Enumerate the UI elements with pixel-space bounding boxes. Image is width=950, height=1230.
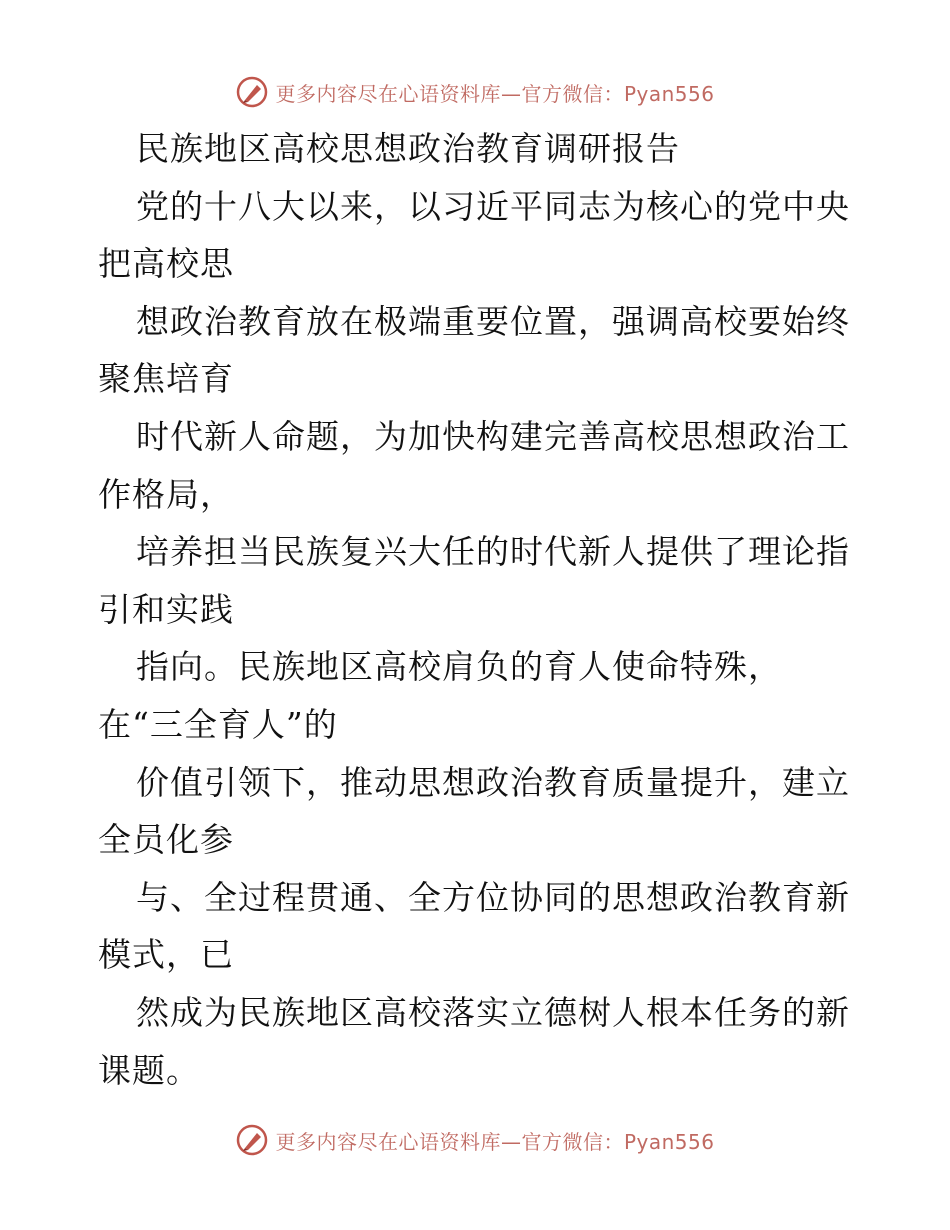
text-line: 想政治教育放在极端重要位置，强调高校要始终 [136,301,850,341]
text-line: 时代新人命题，为加快构建完善高校思想政治工 [136,416,850,456]
text-line: 引和实践 [98,589,234,629]
text-line: 指向。民族地区高校肩负的育人使命特殊， [136,647,782,687]
pen-nib-logo-icon [235,75,269,109]
document-body [98,120,858,1099]
text-line: 课题。 [98,1050,200,1090]
text-line: 全员化参 [98,820,234,860]
text-line: 培养担当民族复兴大任的时代新人提供了理论指 [136,532,850,572]
header-watermark-banner [0,72,950,112]
pen-nib-logo-icon [235,1123,269,1157]
text-line: 作格局， [98,474,234,514]
footer-watermark-banner [0,1120,950,1160]
watermark-text: 更多内容尽在心语资料库—官方微信：Pyan556 [275,1129,715,1154]
text-line: 在“三全育人”的 [98,704,338,744]
text-line: 与、全过程贯通、全方位协同的思想政治教育新 [136,877,850,917]
text-line: 价值引领下，推动思想政治教育质量提升，建立 [136,762,850,802]
text-line: 模式，已 [98,935,234,975]
text-line: 然成为民族地区高校落实立德树人根本任务的新 [136,992,850,1032]
text-line: 聚焦培育 [98,359,234,399]
document-title: 民族地区高校思想政治教育调研报告 [136,129,680,168]
text-line: 把高校思 [98,244,234,284]
watermark-text: 更多内容尽在心语资料库—官方微信：Pyan556 [275,81,715,106]
text-line: 党的十八大以来，以习近平同志为核心的党中央 [136,186,850,226]
